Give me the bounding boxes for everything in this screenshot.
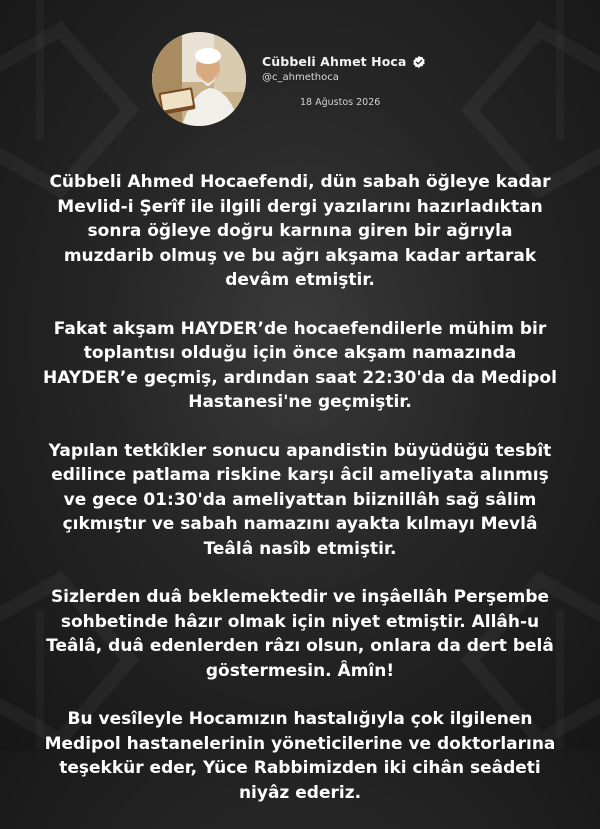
post-body — [40, 170, 560, 829]
avatar[interactable] — [152, 32, 246, 126]
post-header — [0, 0, 600, 140]
paragraph: Cübbeli Ahmed Hocaefendi, dün sabah öğleye kadar Mevlid-i Şerîf ile ilgili dergi yazılarını hazırladıktan sonra öğleye doğru karnına giren bir ağrıyla muzdarib olmuş ve bu ağrı akşama kadar artarak devâm etmiştir. — [49, 172, 551, 290]
paragraph: Sizlerden duâ beklemektedir ve inşâellâh Perşembe sohbetinde hâzır olmak için niyet etmiştir. Allâh-u Teâlâ, duâ edenlerden râzı olsun, onlara da dert belâ göstermesin. Âmîn! — [46, 587, 554, 681]
author-handle[interactable]: @c_ahmethoca — [262, 72, 339, 83]
paragraph: Bu vesîleyle Hocamızın hastalığıyla çok ilgilenen Medipol hastanelerinin yöneticilerine ve doktorlarına teşekkür eder, Yüce Rabbimizden iki cihân seâdeti niyâz ederiz. — [44, 709, 556, 803]
verified-badge-icon — [412, 55, 426, 69]
author-name[interactable]: Cübbeli Ahmet Hoca — [262, 54, 407, 69]
paragraph: Fakat akşam HAYDER’de hocaefendilerle mühim bir toplantısı olduğu için önce akşam namazında HAYDER’e geçmiş, ardından saat 22:30'da da Medipol Hastanesi'ne geçmiştir. — [43, 318, 557, 412]
paragraph: Yapılan tetkîkler sonucu apandistin büyüdüğü tesbît edilince patlama riskine karşı âcil ameliyata alınmış ve gece 01:30'da ameliyattan biiznillâh sağ sâlim çıkmıştır ve sabah namazını ayakta kılmayı Mevlâ Teâlâ nasîb etmiştir. — [48, 440, 552, 559]
post-date: 18 Ağustos 2026 — [300, 97, 381, 108]
author-row — [262, 54, 426, 69]
profile-photo — [152, 32, 246, 126]
